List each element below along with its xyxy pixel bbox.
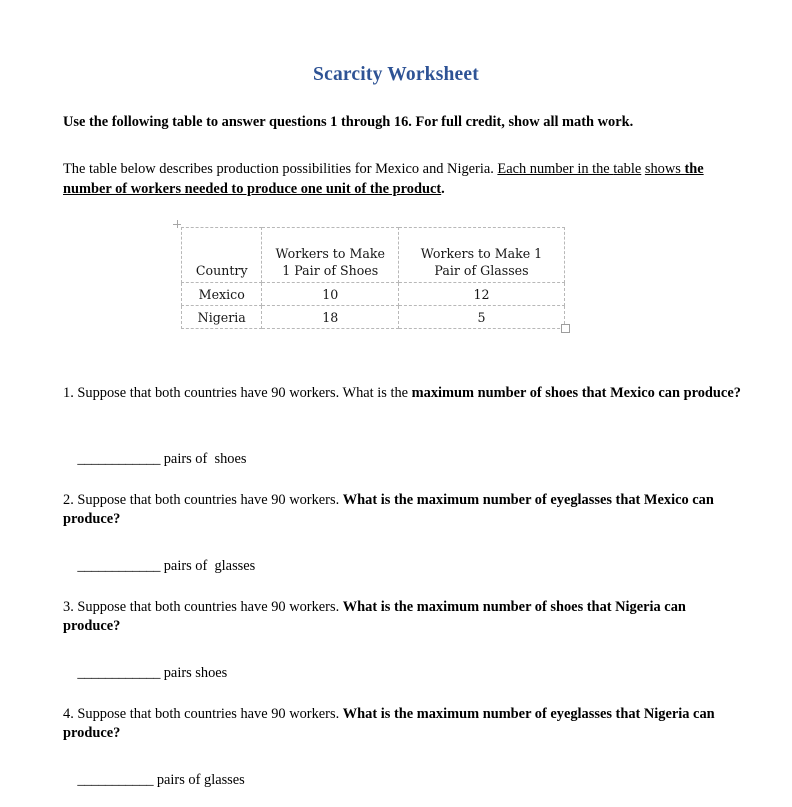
table-desc-underlined-1: Each number in the bbox=[497, 161, 614, 177]
answer-label-3: pairs shoes bbox=[160, 665, 228, 681]
table-desc-underlined-3: shows bbox=[644, 161, 685, 177]
header-cell-glasses bbox=[399, 228, 565, 283]
question-4 bbox=[63, 705, 743, 742]
table-description bbox=[63, 159, 723, 199]
table-row bbox=[182, 283, 565, 306]
answer-blank-1[interactable]: ____________ bbox=[77, 451, 161, 467]
header-shoes-line-1: Workers to Make bbox=[275, 246, 385, 261]
question-1-plain: Suppose that both countries have 90 workers. What is the bbox=[73, 385, 412, 401]
header-cell-shoes bbox=[262, 228, 399, 283]
answer-blank-2[interactable]: ____________ bbox=[77, 558, 161, 574]
answer-line-1 bbox=[63, 432, 246, 486]
header-cell-country: Country bbox=[182, 228, 262, 283]
page-title: Scarcity Worksheet bbox=[313, 64, 479, 85]
question-2 bbox=[63, 491, 743, 528]
question-4-bold: What is the maximum number of eyeglasses that Nigeria can produce? bbox=[63, 706, 715, 741]
cell-shoes-mexico: 10 bbox=[262, 283, 399, 306]
table-row bbox=[182, 306, 565, 329]
cell-glasses-mexico: 12 bbox=[399, 283, 565, 306]
table-header-row bbox=[182, 228, 565, 283]
production-possibilities-table bbox=[181, 227, 565, 329]
question-3-number: 3. bbox=[63, 599, 74, 615]
header-glasses-line-1: Workers to Make 1 bbox=[420, 246, 543, 261]
cell-shoes-nigeria: 18 bbox=[262, 306, 399, 329]
question-2-bold: What is the maximum number of eyeglasses that Mexico can produce? bbox=[63, 492, 714, 527]
answer-label-2: pairs of glasses bbox=[160, 558, 256, 574]
question-4-plain: Suppose that both countries have 90 workers. bbox=[73, 706, 343, 722]
question-3-bold: What is the maximum number of shoes that Nigeria can produce? bbox=[63, 599, 686, 634]
question-4-number: 4. bbox=[63, 706, 74, 722]
header-glasses-line-2: Pair of Glasses bbox=[434, 263, 529, 278]
instruction-text: Use the following table to answer questions 1 through 16. For full credit, show all math work. bbox=[63, 114, 634, 130]
cell-country-mexico: Mexico bbox=[182, 283, 262, 306]
table-resize-handle-icon[interactable] bbox=[561, 324, 570, 333]
question-3-plain: Suppose that both countries have 90 workers. bbox=[73, 599, 343, 615]
answer-label-4: pairs of glasses bbox=[153, 772, 245, 788]
answer-label-1: pairs of shoes bbox=[160, 451, 247, 467]
question-1-bold: maximum number of shoes that Mexico can produce? bbox=[411, 385, 741, 401]
table-desc-bold-underlined: the number of workers needed to produce one unit of the product bbox=[63, 161, 704, 197]
answer-line-2 bbox=[63, 539, 255, 593]
answer-line-3 bbox=[63, 646, 227, 700]
cell-country-nigeria: Nigeria bbox=[182, 306, 262, 329]
question-2-plain: Suppose that both countries have 90 workers. bbox=[73, 492, 343, 508]
question-1-number: 1. bbox=[63, 385, 74, 401]
answer-line-4 bbox=[63, 753, 245, 807]
production-table-container bbox=[181, 227, 565, 329]
question-2-number: 2. bbox=[63, 492, 74, 508]
question-1 bbox=[63, 384, 743, 403]
table-desc-underlined-2: table bbox=[613, 161, 642, 177]
answer-blank-3[interactable]: ____________ bbox=[77, 665, 161, 681]
question-3 bbox=[63, 598, 743, 635]
table-desc-period: . bbox=[441, 181, 445, 197]
table-desc-plain: The table below describes production possibilities for Mexico and Nigeria. bbox=[63, 161, 498, 177]
answer-blank-4[interactable]: ___________ bbox=[77, 772, 154, 788]
cell-glasses-nigeria: 5 bbox=[399, 306, 565, 329]
header-shoes-line-2: 1 Pair of Shoes bbox=[282, 263, 379, 278]
